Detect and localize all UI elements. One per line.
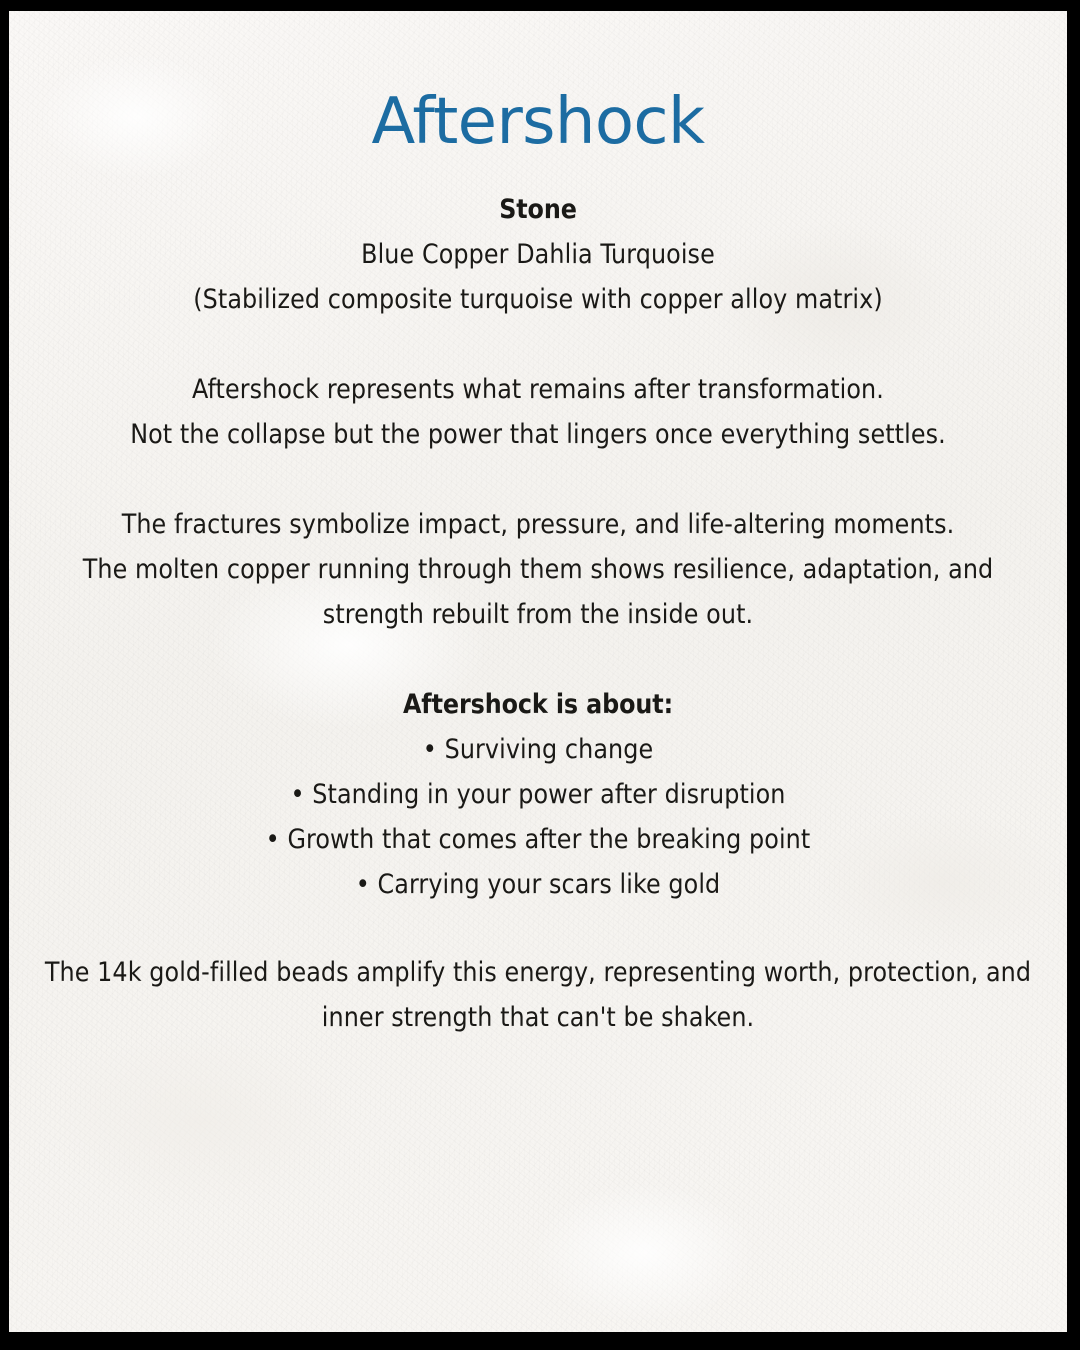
about-heading: Aftershock is about: bbox=[402, 689, 674, 720]
list-item-label: Carrying your scars like gold bbox=[377, 869, 721, 900]
closing-paragraph bbox=[28, 950, 1048, 1040]
spacer bbox=[9, 907, 1067, 950]
meaning-paragraph bbox=[28, 367, 1048, 457]
list-item bbox=[28, 862, 1048, 907]
bullet-icon: • bbox=[422, 734, 437, 765]
paper-background bbox=[9, 11, 1067, 1332]
meaning-line-1: Aftershock represents what remains after transformation. bbox=[192, 374, 884, 405]
symbolism-line-2: The molten copper running through them shows resilience, adaptation, and bbox=[82, 554, 994, 585]
bullet-icon: • bbox=[355, 869, 370, 900]
closing-line-2: inner strength that can't be shaken. bbox=[321, 1002, 755, 1033]
stone-heading: Stone bbox=[499, 194, 577, 225]
product-description-card bbox=[9, 11, 1067, 1040]
closing-line-1: The 14k gold-filled beads amplify this energy, representing worth, protection, and bbox=[44, 957, 1032, 988]
stone-description: (Stabilized composite turquoise with copper alloy matrix) bbox=[193, 284, 883, 315]
list-item bbox=[28, 772, 1048, 817]
stone-section bbox=[28, 187, 1048, 322]
spacer bbox=[9, 637, 1067, 682]
about-section bbox=[28, 682, 1048, 907]
spacer bbox=[9, 322, 1067, 367]
list-item-label: Surviving change bbox=[444, 734, 654, 765]
stone-name: Blue Copper Dahlia Turquoise bbox=[361, 239, 715, 270]
symbolism-line-3: strength rebuilt from the inside out. bbox=[322, 599, 754, 630]
list-item bbox=[28, 727, 1048, 772]
list-item-label: Standing in your power after disruption bbox=[312, 779, 786, 810]
list-item-label: Growth that comes after the breaking point bbox=[287, 824, 811, 855]
spacer bbox=[9, 457, 1067, 502]
meaning-line-2: Not the collapse but the power that lingers once everything settles. bbox=[130, 419, 946, 450]
bullet-icon: • bbox=[265, 824, 280, 855]
list-item bbox=[28, 817, 1048, 862]
bullet-icon: • bbox=[290, 779, 305, 810]
page-title: Aftershock bbox=[371, 85, 705, 159]
symbolism-line-1: The fractures symbolize impact, pressure, and life-altering moments. bbox=[121, 509, 955, 540]
symbolism-paragraph bbox=[28, 502, 1048, 637]
